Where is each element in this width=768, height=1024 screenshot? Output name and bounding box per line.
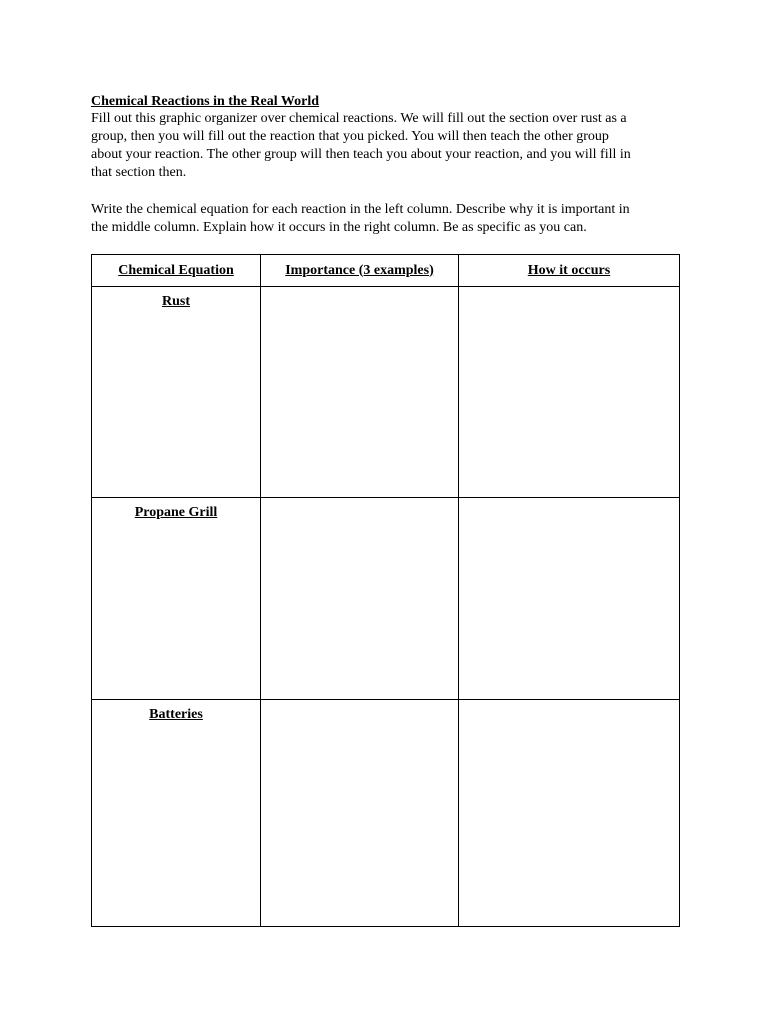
how-it-occurs-cell-propane-grill[interactable] [459,497,680,700]
importance-cell-rust[interactable] [261,287,459,498]
table-row [92,700,680,927]
instructions-line: the middle column. Explain how it occurs in the right column. Be as specific as you can. [91,220,587,235]
graphic-organizer-table [91,254,680,927]
header-label: Chemical Equation [118,262,234,278]
intro-line: about your reaction. The other group will then teach you about your reaction, and you will fill in [91,147,631,162]
table-row [92,287,680,498]
worksheet-title: Chemical Reactions in the Real World [91,94,320,109]
table-row [92,497,680,700]
table-header-row [92,255,680,287]
importance-cell-propane-grill[interactable] [261,497,459,700]
header-label: How it occurs [527,262,611,278]
intro-line: that section then. [91,165,187,180]
header-chemical-equation [92,255,261,287]
intro-line: Fill out this graphic organizer over chemical reactions. We will fill out the section over rust as a [91,111,627,126]
how-it-occurs-cell-rust[interactable] [459,287,680,498]
intro-line: group, then you will fill out the reaction that you picked. You will then teach the other group [91,129,609,144]
header-label: Importance (3 examples) [285,262,434,278]
instructions-line: Write the chemical equation for each reaction in the left column. Describe why it is important in [91,202,630,217]
row-label-batteries: Batteries [149,707,203,723]
how-it-occurs-cell-batteries[interactable] [459,700,680,927]
header-how-it-occurs [459,255,680,287]
header-importance [261,255,459,287]
equation-cell-propane-grill[interactable] [92,497,261,700]
row-label-rust: Rust [161,294,190,310]
row-label-propane-grill: Propane Grill [134,504,218,520]
instructions-paragraph [91,201,681,237]
importance-cell-batteries[interactable] [261,700,459,927]
intro-paragraph [91,110,681,182]
equation-cell-rust[interactable] [92,287,261,498]
equation-cell-batteries[interactable] [92,700,261,927]
